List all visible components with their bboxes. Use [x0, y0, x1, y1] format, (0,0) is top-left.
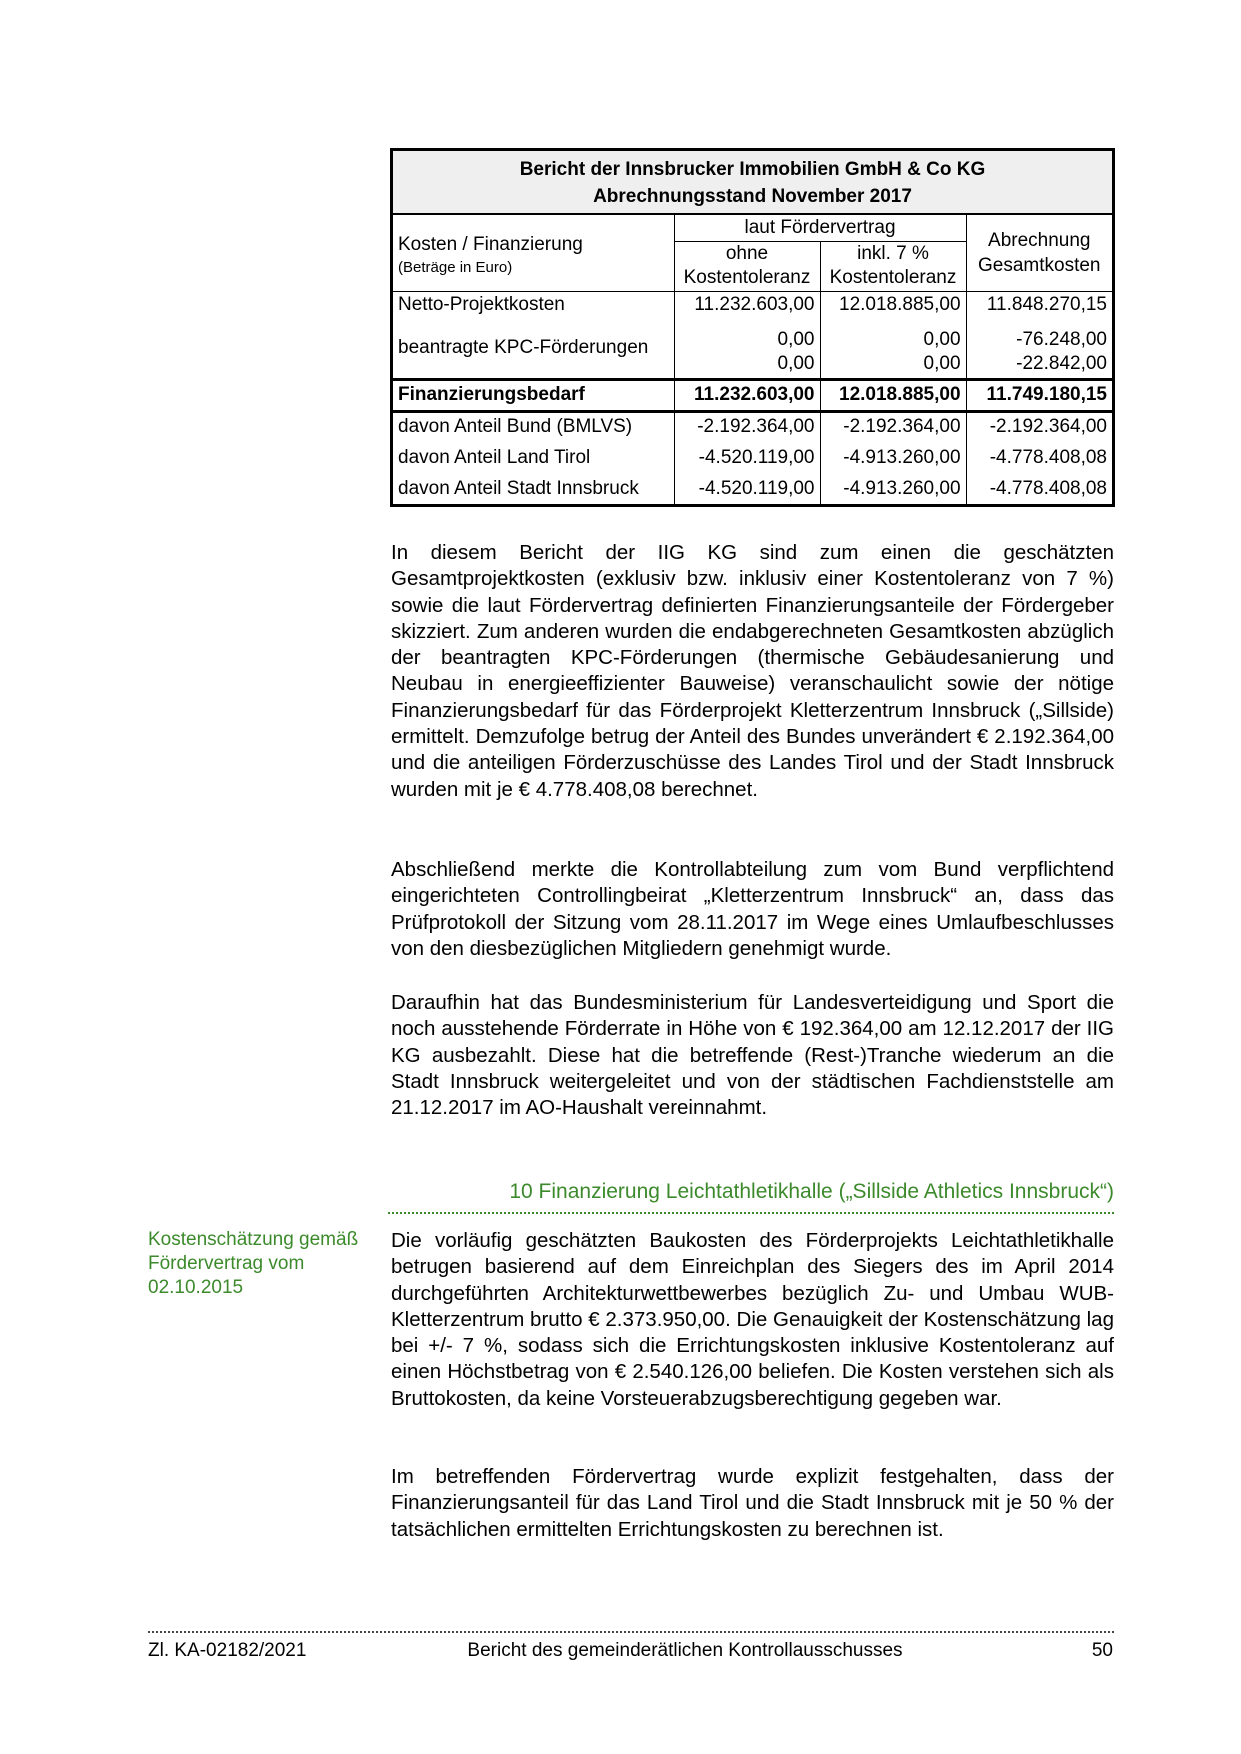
table-row-kpc-1 — [393, 319, 1112, 351]
share-inkl: -4.913.260,00 — [820, 442, 966, 473]
kpc-row1-ohne: 0,00 — [674, 319, 820, 351]
paragraph-report-summary: In diesem Bericht der IIG KG sind zum einen die geschätzten Gesamtprojektkosten (exklusiv bzw. inklusiv einer Kostentoleranz von 7 %) sowie die laut Fördervertrag definierten Finanzierungsanteile der Fördergeber skizziert. Zum anderen wurden die endabgerechneten Gesamtkosten abzüglich der beantragten KPC-Förderungen (thermische Gebäudesanierung und Neubau in energieeffizienter Bauweise) veranschaulicht sowie der nötige Finanzierungsbedarf für das Förderprojekt Kletterzentrum Innsbruck („Sillside) ermittelt. Demzufolge betrug der Anteil des Bundes unverändert € 2.192.364,00 und die anteiligen Förderzuschüsse des Landes Tirol und der Stadt Innsbruck wurden mit je € 4.778.408,08 berechnet. — [391, 541, 1114, 801]
bedarf-inkl: 12.018.885,00 — [820, 379, 966, 411]
section-heading: 10 Finanzierung Leichtathletikhalle („Sillside Athletics Innsbruck“) — [388, 1180, 1114, 1214]
header-cost-label: Kosten / Finanzierung — [398, 233, 583, 255]
header-abrechnung-cell — [966, 215, 1112, 291]
netto-inkl: 12.018.885,00 — [820, 291, 966, 319]
table-row — [393, 473, 1112, 504]
header-abrechnung-top: Abrechnung — [988, 229, 1091, 251]
report-title-line1: Bericht der Innsbrucker Immobilien GmbH & Co KG — [519, 159, 986, 180]
share-ohne: -4.520.119,00 — [674, 473, 820, 504]
paragraph-cost-estimate: Die vorläufig geschätzten Baukosten des Förderprojekts Leichtathletikhalle betrugen basierend auf dem Einreichplan des Siegers des im April 2014 durchgeführten Architekturwettbewerbes bezüglich Zu- und Umbau WUB-Kletterzentrum brutto € 2.373.950,00. Die Genauigkeit der Kostenschätzung lag bei +/- 7 %, sodass sich die Errichtungskosten inklusive Kostentoleranz auf einen Höchstbetrag von € 2.540.126,00 beliefen. Die Kosten verstehen sich als Bruttokosten, da keine Vorsteuerabzugsberechtigung gegeben war. — [391, 1229, 1114, 1410]
kpc-row1-abrechnung: -76.248,00 — [966, 319, 1112, 351]
footer-reference: Zl. KA-02182/2021 — [148, 1640, 307, 1661]
header-ohne-bottom: Kostentoleranz — [674, 266, 820, 291]
bedarf-label: Finanzierungsbedarf — [393, 379, 674, 411]
report-title-line2: Abrechnungsstand November 2017 — [593, 186, 912, 207]
header-inkl-bottom: Kostentoleranz — [820, 266, 966, 291]
table-row-finanzierungsbedarf — [393, 379, 1112, 411]
kpc-row2-inkl: 0,00 — [820, 351, 966, 379]
netto-abrechnung: 11.848.270,15 — [966, 291, 1112, 319]
header-abrechnung-bottom: Gesamtkosten — [978, 254, 1101, 276]
paragraph-funding-share: Im betreffenden Fördervertrag wurde explizit festgehalten, dass der Finanzierungsanteil für das Land Tirol und die Stadt Innsbruck mit je 50 % der tatsächlichen ermittelten Errichtungskosten zu berechnen ist. — [391, 1465, 1114, 1541]
share-inkl: -4.913.260,00 — [820, 473, 966, 504]
share-label: davon Anteil Bund (BMLVS) — [398, 416, 633, 438]
share-ohne: -2.192.364,00 — [674, 411, 820, 442]
header-inkl-top: inkl. 7 % — [820, 241, 966, 266]
header-cost-label-cell — [393, 215, 674, 291]
footer-divider — [148, 1631, 1114, 1633]
bedarf-ohne: 11.232.603,00 — [674, 379, 820, 411]
paragraph-payment: Daraufhin hat das Bundesministerium für Landesverteidigung und Sport die noch ausstehende Förderrate in Höhe von € 192.364,00 am 12.12.2017 der IIG KG ausbezahlt. Diese hat die betreffende (Rest-)Tranche wiederum an die Stadt Innsbruck weitergeleitet und von der städtischen Fachdienststelle am 21.12.2017 im AO-Haushalt vereinnahmt. — [391, 991, 1114, 1120]
header-cost-sublabel: (Beträge in Euro) — [398, 258, 513, 276]
share-inkl: -2.192.364,00 — [820, 411, 966, 442]
margin-note: Kostenschätzung gemäß Fördervertrag vom 02.10.2015 — [148, 1229, 359, 1298]
share-abrechnung: -4.778.408,08 — [966, 473, 1112, 504]
kpc-label: beantragte KPC-Förderungen — [398, 337, 649, 359]
table-row — [393, 411, 1112, 442]
report-title — [393, 151, 1112, 215]
share-label: davon Anteil Stadt Innsbruck — [398, 477, 639, 499]
report-grid — [393, 215, 1112, 504]
netto-ohne: 11.232.603,00 — [674, 291, 820, 319]
table-row — [393, 442, 1112, 473]
kpc-row2-ohne: 0,00 — [674, 351, 820, 379]
kpc-row1-inkl: 0,00 — [820, 319, 966, 351]
page-number: 50 — [1091, 1640, 1113, 1661]
header-ohne-top: ohne — [674, 241, 820, 266]
paragraph-controlling-board: Abschließend merkte die Kontrollabteilung zum vom Bund verpflichtend eingerichteten Controllingbeirat „Kletterzentrum Innsbruck“ an, dass das Prüfprotokoll der Sitzung vom 28.11.2017 im Wege eines Umlaufbeschlusses von den diesbezüglichen Mitgliedern genehmigt wurde. — [391, 858, 1114, 960]
kpc-row2-abrechnung: -22.842,00 — [966, 351, 1112, 379]
footer-title: Bericht des gemeinderätlichen Kontrollausschusses — [467, 1640, 903, 1661]
share-abrechnung: -4.778.408,08 — [966, 442, 1112, 473]
bedarf-abrechnung: 11.749.180,15 — [966, 379, 1112, 411]
share-abrechnung: -2.192.364,00 — [966, 411, 1112, 442]
header-group-label: laut Fördervertrag — [674, 215, 966, 241]
netto-label: Netto-Projektkosten — [398, 294, 565, 316]
financing-report-table — [390, 148, 1115, 507]
table-row-netto — [393, 291, 1112, 319]
share-label: davon Anteil Land Tirol — [398, 446, 591, 468]
share-ohne: -4.520.119,00 — [674, 442, 820, 473]
